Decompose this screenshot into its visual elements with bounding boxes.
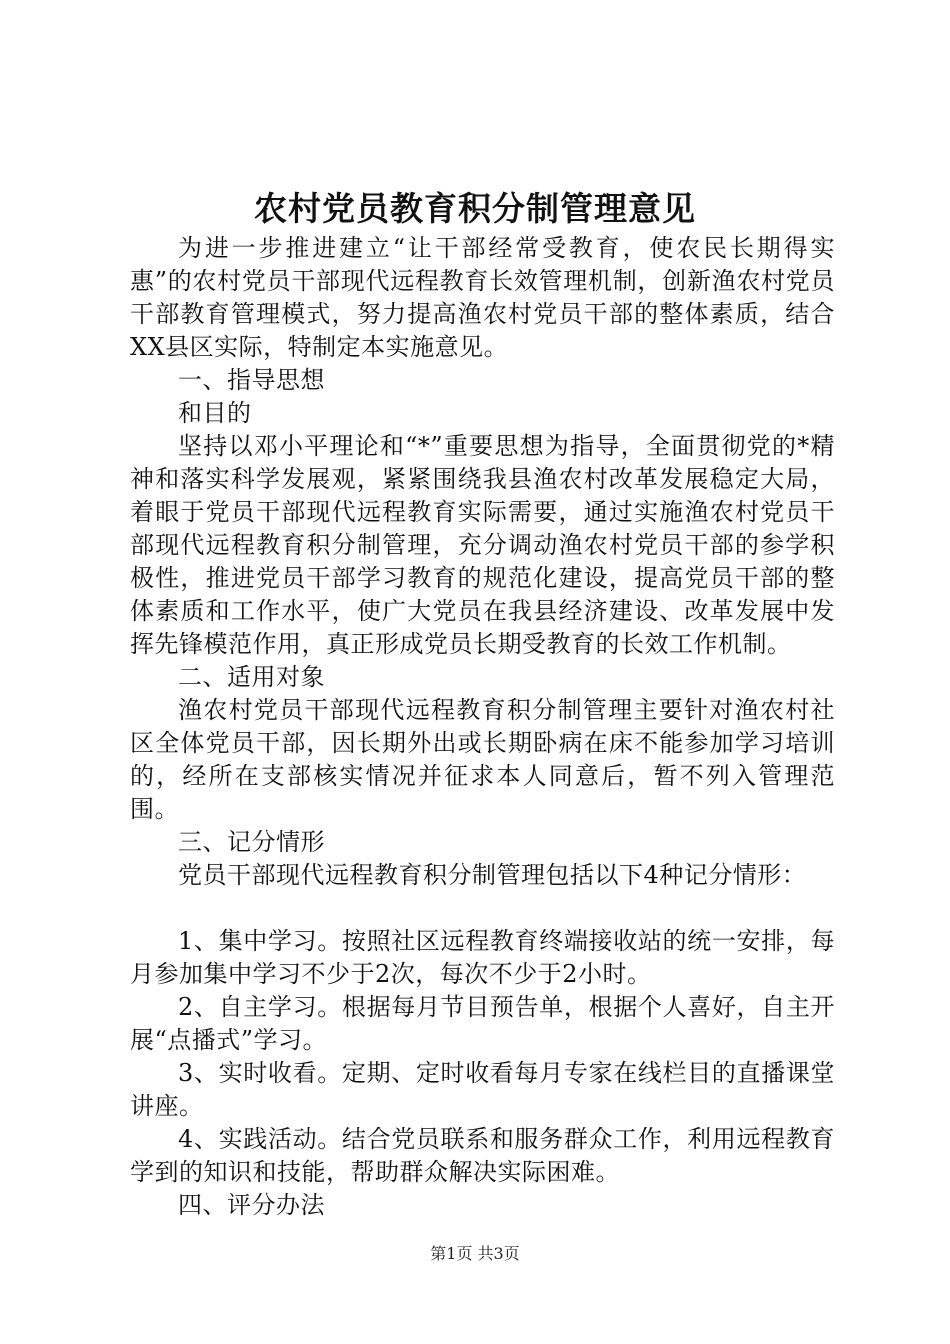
section-heading-1: 一、指导思想 (178, 366, 325, 394)
section-heading-4: 四、评分办法 (178, 1191, 325, 1219)
section-2-paragraph: 渔农村党员干部现代远程教育积分制管理主要针对渔农村社区全体党员干部，因长期外出或长期卧病在床不能参加学习培训的，经所在支部核实情况并征求本人同意后，暂不列入管理范围。 (130, 696, 835, 823)
page-title: 农村党员教育积分制管理意见 (254, 189, 696, 228)
document-body (130, 232, 835, 1222)
list-item: 3、实时收看。定期、定时收看每月专家在线栏目的直播课堂讲座。 (130, 1059, 835, 1120)
section-heading-3: 三、记分情形 (178, 828, 325, 856)
page-number: 第1页 共3页 (430, 1244, 520, 1263)
section-1-paragraph: 坚持以邓小平理论和“*”重要思想为指导，全面贯彻党的*精神和落实科学发展观，紧紧围绕我县渔农村改革发展稳定大局，着眼于党员干部现代远程教育实际需要，通过实施渔农村党员干部现代远程教育积分制管理，充分调动渔农村党员干部的参学积极性，推进党员干部学习教育的规范化建设，提高党员干部的整体素质和工作水平，使广大党员在我县经济建设、改革发展中发挥先锋模范作用，真正形成党员长期受教育的长效工作机制。 (130, 432, 835, 658)
list-item: 4、实践活动。结合党员联系和服务群众工作，利用远程教育学到的知识和技能，帮助群众解决实际困难。 (130, 1125, 835, 1186)
section-heading-2: 二、适用对象 (178, 663, 325, 691)
paragraph-gap (130, 892, 835, 925)
list-item: 1、集中学习。按照社区远程教育终端接收站的统一安排，每月参加集中学习不少于2次，每次不少于2小时。 (130, 927, 835, 988)
section-heading-1-continued: 和目的 (178, 399, 252, 427)
intro-paragraph: 为进一步推进建立“让干部经常受教育，使农民长期得实惠”的农村党员干部现代远程教育长效管理机制，创新渔农村党员干部教育管理模式，努力提高渔农村党员干部的整体素质，结合XX县区实际，特制定本实施意见。 (130, 234, 835, 361)
section-3-paragraph: 党员干部现代远程教育积分制管理包括以下4种记分情形： (178, 861, 807, 889)
list-item: 2、自主学习。根据每月节目预告单，根据个人喜好，自主开展“点播式”学习。 (130, 993, 835, 1054)
